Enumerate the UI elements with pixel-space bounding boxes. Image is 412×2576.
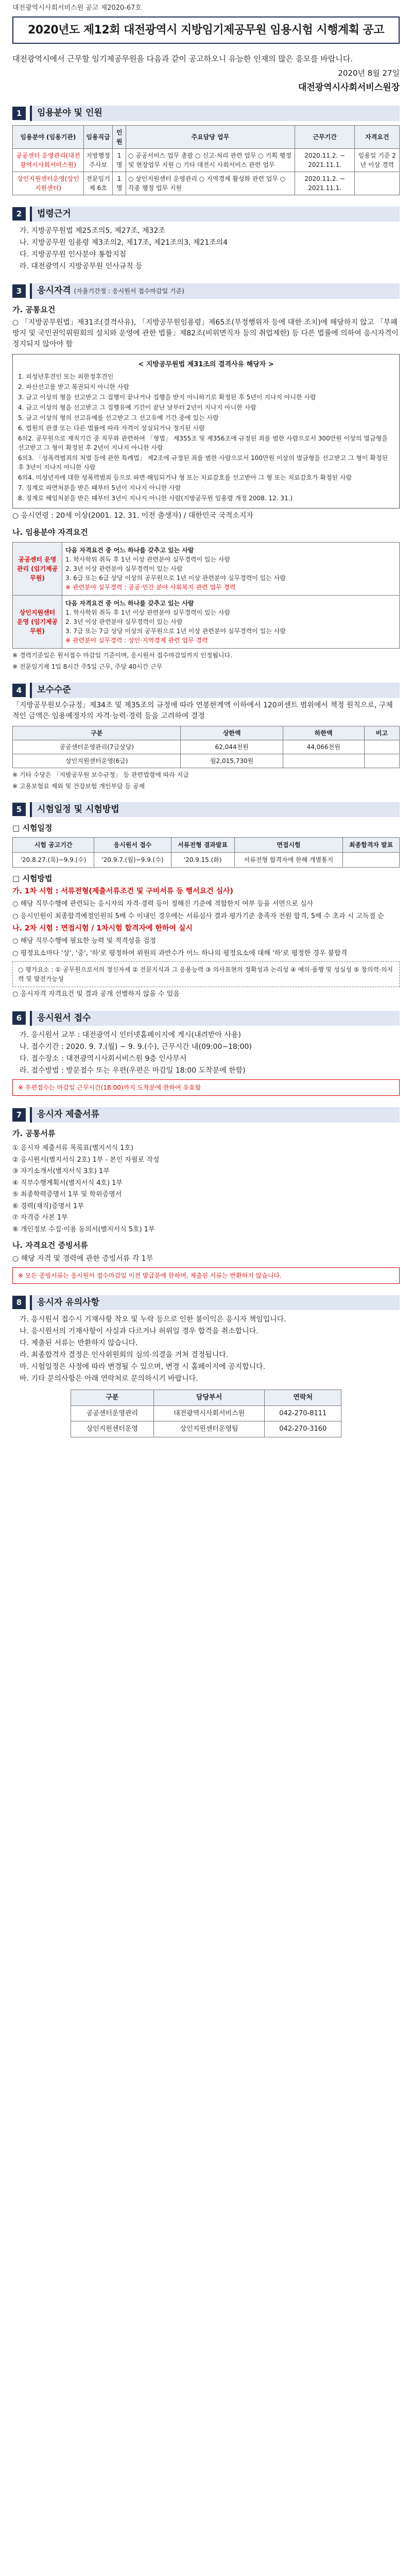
intro-text: 대전광역시에서 근무할 임기제공무원을 다음과 같이 공고하오니 유능한 인재의 많은 응모를 바랍니다.: [12, 54, 353, 63]
table-header: 상한액: [181, 726, 283, 740]
list-item: 6. 법원의 판결 또는 다른 법률에 따라 자격이 상실되거나 정지된 사람: [18, 424, 205, 432]
table-cell: 상인지원센터운영(상인지원센터): [13, 172, 84, 195]
list-item: 1. 피성년후견인 또는 피한정후견인: [18, 372, 114, 380]
table-cell: 042-270-3160: [265, 1421, 341, 1437]
section-title: 응시자 유의사항: [30, 1295, 400, 1311]
note: ※ 전문임기제 1일 8시간 주5일 근무, 주당 40시간 근무: [12, 663, 163, 670]
table-cell: 대전광역시사회서비스원: [153, 1405, 264, 1421]
table-header: 최종합격자 발표: [343, 837, 400, 852]
section-number: 5: [12, 803, 26, 816]
paragraph: ○ 응시인원이 최종합격예정인원의 5배 수 이내인 경우에는 서류심사 결과 평가기준 충족자 전원 합격, 5배 수 초과 시 고득점 순: [12, 912, 384, 920]
list-item: 다. 제출된 서류는 반환하지 않습니다.: [20, 1339, 138, 1347]
requirements-table: [12, 542, 400, 649]
table-header-row: [13, 837, 400, 852]
subsection-title: 나. 임용분야 자격요건: [12, 527, 88, 537]
table-cell: [364, 740, 399, 754]
section-title: 법령근거: [30, 207, 400, 222]
caution-list: [20, 1314, 400, 1384]
table-cell: 지방행정주사보: [83, 148, 113, 172]
paragraph: ○ 응시자격 자격요건 및 결과 공개 선별하지 않을 수 있음: [12, 990, 180, 998]
table-cell: 44,066천원: [283, 740, 364, 754]
section-number: 4: [12, 684, 26, 697]
paragraph: ○ 해당 직무수행에 관련되는 응시자의 자격·경력 등이 정해진 기준에 적합한지 여부 등을 서면으로 심사: [12, 900, 314, 908]
list-item: ② 응시원서(별지서식 2호) 1부 - 본인 자필로 작성: [12, 1156, 160, 1164]
section-number: 8: [12, 1296, 26, 1309]
section-number: 3: [12, 284, 26, 298]
issuing-org: 대전광역시사회서비스원장: [298, 82, 400, 93]
table-header: 하한액: [283, 726, 364, 740]
pay-table: [12, 726, 400, 768]
table-header: 면접시험: [234, 837, 343, 852]
positions-table: [12, 125, 400, 195]
note: ※ 고용보험료 제외 및 건강보험 개인부담 등 공제: [12, 782, 145, 790]
list-item: 마. 시험일정은 사정에 따라 변경될 수 있으며, 변경 시 홈페이지에 공지합니다.: [20, 1363, 266, 1371]
table-cell: 1명: [113, 148, 126, 172]
list-item: ① 응시자 제출서류 목록표(별지서식 1호): [12, 1144, 133, 1152]
list-item: 8. 징계로 해임처분을 받은 때부터 3년이 지나지 아니한 사람(지방공무원 임용령 개정 2008. 12. 31.): [18, 494, 293, 502]
section-6-header: [12, 1011, 400, 1026]
table-cell: 공공센터 운영관리 (임기제공무원): [13, 543, 62, 596]
table-header: 담당부서: [153, 1390, 264, 1406]
table-cell: [364, 754, 399, 768]
section-number: 2: [12, 207, 26, 221]
list-item: 6의2. 공무원으로 재직기간 중 직무와 관련하여 「형법」 제355조 및 제356조에 규정된 죄를 범한 사람으로서 300만원 이상의 벌금형을 선고받고 그 형이 확정된 후 2년이 지나지 아니한 사람: [18, 434, 388, 451]
table-cell: ○ 상인지원센터 운영관리 ○ 지역경제 활성화 관련 업무 ○ 각종 행정 업무 지원: [126, 172, 295, 195]
apply-list: [20, 1030, 400, 1076]
table-cell: 상인지원센터운영(6급): [13, 754, 181, 768]
subsection-title: 가. 공통요건: [12, 304, 56, 314]
list-item: 바. 기타 문의사항은 아래 연락처로 문의하시기 바랍니다.: [20, 1375, 198, 1383]
table-header: 구분: [13, 726, 181, 740]
table-cell: 상인지원센터운영팀: [153, 1421, 264, 1437]
disqualification-box: [12, 354, 400, 509]
list-item: 가. 응시원서 교부 : 대전광역시 인터넷홈페이지에 게시(내려받아 사용): [20, 1031, 241, 1039]
table-cell: 공공센터운영관리: [71, 1405, 153, 1421]
table-cell: 2020.11.2. ~ 2021.11.1.: [295, 148, 355, 172]
section-number: 7: [12, 1108, 26, 1122]
table-cell: [283, 754, 364, 768]
note: ※ 기타 수당은 「지방공무원 보수규정」 등 관련법령에 따라 지급: [12, 771, 189, 778]
req-line: 1. 학사학위 취득 후 1년 이상 관련분야 실무경력이 있는 사람: [65, 556, 231, 563]
page-title: 2020년도 제12회 대전광역시 지방임기제공무원 임용시험 시행계획 공고: [12, 16, 400, 44]
table-header: 연락처: [265, 1390, 341, 1406]
list-item: 나. 지방공무원 임용령 제3조의2, 제17조, 제21조의3, 제21조의4: [20, 239, 228, 247]
table-cell: [355, 172, 400, 195]
list-item: 6의3. 「성폭력범죄의 처벌 등에 관한 특례법」 제2조에 규정된 죄를 범한 사람으로서 100만원 이상의 벌금형을 선고받고 그 형이 확정된 후 3년이 지나지 아니한 사람: [18, 454, 388, 471]
table-row: [13, 754, 400, 768]
list-item: ⑧ 개인정보 수집·이용 동의서(별지서식 5호) 1부: [12, 1225, 155, 1233]
table-cell: '20.9.15.(화): [171, 852, 234, 867]
table-cell: 월2,015,730원: [181, 754, 283, 768]
paragraph: ○ 해당 직무수행에 필요한 능력 및 적격성을 검정: [12, 937, 156, 945]
pay-intro: 「지방공무원보수규정」제34조 및 제35조의 규정에 따라 연봉한계액 이하에서 120퍼센트 범위에서 책정 원칙으로, 구체적인 금액은 임용예정자의 자격·능력·경력 등을 고려하여 결정: [12, 701, 393, 720]
schedule-table: [12, 837, 400, 868]
list-item: 라. 대전광역시 지방공무원 인사규칙 등: [20, 262, 143, 270]
paragraph: ○ 「지방공무원법」제31조(결격사유), 「지방공무원임용령」제65조(부정행위자 등에 대한 조치)에 해당하지 않고 「부패방지 및 국민권익위원회의 설치와 운영에 관한 법률」제82조(비위면직자 등의 취업제한) 등 다른 법률에 의하여 응시자격이 정지되지 않아야 함: [12, 318, 399, 348]
section-note: (자율기간정 : 응시원서 접수마감일 기준): [74, 287, 184, 295]
table-cell: [62, 543, 400, 596]
table-cell: 62,044천원: [181, 740, 283, 754]
announcement-date: 2020년 8월 27일: [338, 69, 400, 78]
section-title: 응시원서 접수: [30, 1011, 400, 1026]
section-title: 임용분야 및 인원: [30, 106, 400, 121]
section-5-header: [12, 802, 400, 818]
section-7-header: [12, 1107, 400, 1123]
docs-notice: ※ 모든 증빙서류는 응시원서 접수마감일 이전 발급분에 한하며, 제출된 서류는 반환하지 않습니다.: [12, 1267, 400, 1284]
section-3-header: [12, 283, 400, 299]
table-cell: 서류전형 합격자에 한해 개별통지: [234, 852, 343, 867]
apply-notice: ※ 우편접수는 마감일 근무시간(18:00)까지 도착분에 한하여 유효함: [12, 1079, 400, 1096]
paragraph: ○ 평정요소마다 '상', '중', '하'로 평정하여 위원의 과반수가 어느 하나의 평정요소에 대해 '하'로 평정한 경우 불합격: [12, 949, 348, 957]
table-header: 서류전형 결과발표: [171, 837, 234, 852]
req-line: 3. 7급 또는 7급 상당 이상의 공무원으로 1년 이상 관련분야 실무경력이 있는 사람: [65, 628, 286, 635]
table-row: [13, 740, 400, 754]
table-cell: '20.8.27.(목)~9.9.(수): [13, 852, 94, 867]
list-item: 2. 파산선고를 받고 복권되지 아니한 사람: [18, 383, 129, 391]
list-item: 가. 지방공무원법 제25조의5, 제27조, 제32조: [20, 227, 165, 235]
list-item: ⑥ 경력(재직)증명서 1부: [12, 1202, 84, 1210]
table-cell: 공공센터운영관리(7급상당): [13, 740, 181, 754]
table-row: [71, 1421, 341, 1437]
table-header: 구분: [71, 1390, 153, 1406]
note: ※ 경력기준일은 원서접수 마감일 기준이며, 응시원서 접수마감일까지 인정됩니다.: [12, 652, 232, 659]
table-cell: 2020.11.2. ~ 2021.11.1.: [295, 172, 355, 195]
table-header: 임용직급: [83, 125, 113, 148]
section-title: 시험일정 및 시험방법: [30, 802, 400, 818]
req-line: 2. 3년 이상 관련분야 실무경력이 있는 사람: [65, 565, 183, 572]
table-cell: 공공센터 운영관리(대전광역시사회서비스원): [13, 148, 84, 172]
list-item: 4. 금고 이상의 형을 선고받고 그 집행유예 기간이 끝난 날부터 2년이 지나지 아니한 사람: [18, 403, 256, 411]
list-item: 3. 금고 이상의 형을 선고받고 그 집행이 끝나거나 집행을 받지 아니하기로 확정된 후 5년이 지나지 아니한 사람: [18, 393, 316, 401]
table-cell: [343, 852, 400, 867]
table-cell: 상인지원센터 운영 (임기제공무원): [13, 596, 62, 649]
table-row: [13, 148, 400, 172]
list-item: 다. 지방공무원 인사분야 통합지침: [20, 250, 127, 259]
section-number: 1: [12, 107, 26, 120]
age-requirement: ○ 응시연령 : 20세 이상(2001. 12. 31. 이전 출생자) / 대한민국 국적소지자: [12, 511, 253, 520]
table-cell: 042-270-8111: [265, 1405, 341, 1421]
table-header: 근무기간: [295, 125, 355, 148]
table-cell: [62, 596, 400, 649]
table-header-row: [71, 1390, 341, 1406]
list-item: 다. 접수장소 : 대전광역시사회서비스원 9층 인사부서: [20, 1055, 187, 1063]
list-item: 5. 금고 이상의 형의 선고유예를 선고받고 그 선고유예 기간 중에 있는 사람: [18, 414, 219, 421]
section-2-header: [12, 207, 400, 222]
section-1-header: [12, 106, 400, 121]
section-title: [30, 283, 400, 299]
section-8-header: [12, 1295, 400, 1311]
subsection-title: 가. 공통서류: [12, 1128, 56, 1138]
table-row: [13, 596, 400, 649]
section-number: 6: [12, 1011, 26, 1025]
table-header: 인원: [113, 125, 126, 148]
section-4-header: [12, 683, 400, 698]
laws-list: [20, 226, 400, 272]
table-cell: 전문임기제 6호: [83, 172, 113, 195]
req-line: 다음 자격요건 중 어느 하나를 갖추고 있는 사람: [65, 600, 194, 607]
table-cell: 임용일 기준 2년 이상 경력: [355, 148, 400, 172]
list-item: ④ 직무수행계획서(별지서식 4호) 1부: [12, 1179, 123, 1187]
evaluation-criteria: ○ 평가요소 : ① 공무원으로서의 정신자세 ② 전문지식과 그 응용능력 ③ 의사표현의 정확성과 논리성 ④ 예의·품행 및 성실성 ⑤ 창의력·의지력 및 발전가능성: [12, 961, 400, 987]
table-header: 비고: [364, 726, 399, 740]
table-row: [13, 852, 400, 867]
table-header: 응시원서 접수: [94, 837, 171, 852]
section-title: 응시자 제출서류: [30, 1107, 400, 1123]
box-title: < 지방공무원법 제31조의 결격사유 해당자 >: [138, 361, 274, 368]
req-line: 다음 자격요건 중 어느 하나를 갖추고 있는 사람: [65, 547, 194, 554]
announcement-number: 대전광역시사회서비스원 공고 제2020-67호: [12, 4, 142, 12]
section-title: 보수수준: [30, 683, 400, 698]
table-cell: 상인지원센터운영: [71, 1421, 153, 1437]
req-line: 3. 6급 또는 6급 상당 이상의 공무원으로 1년 이상 관련분야 실무경력이 있는 사람: [65, 574, 286, 582]
table-row: [71, 1405, 341, 1421]
list-item: 나. 접수기간 : 2020. 9. 7.(월) ~ 9. 9.(수), 근무시간 내(09:00~18:00): [20, 1043, 252, 1051]
table-header-row: [13, 125, 400, 148]
section-title-text: 응시자격: [37, 285, 71, 296]
table-header: 주요담당 업무: [126, 125, 295, 148]
req-line: ※ 관련분야 실무경력 : 공공·민간 분야 사회복지 관련 업무 경력: [65, 584, 236, 591]
list-item: 나. 응시원서의 기재사항이 사실과 다르거나 허위일 경우 합격을 취소합니다.: [20, 1327, 259, 1335]
exam-step-1: 가. 1차 시험 : 서류전형(제출서류조건 및 구비서류 등 행서요건 심사): [12, 887, 233, 895]
list-item: ⑦ 자격증 사본 1부: [12, 1214, 68, 1222]
contact-table: [71, 1389, 341, 1437]
subsection-title: 나. 자격요건 증빙서류: [12, 1241, 88, 1250]
subsection-title: □ 시험방법: [12, 873, 53, 883]
table-row: [13, 543, 400, 596]
table-row: [13, 172, 400, 195]
documents-list: [12, 1143, 400, 1234]
list-item: 7. 징계로 파면처분을 받은 때부터 5년이 지나지 아니한 사람: [18, 484, 181, 492]
list-item: ③ 자기소개서(별지서식 3호) 1부: [12, 1167, 110, 1175]
table-cell: 1명: [113, 172, 126, 195]
table-header: 자격요건: [355, 125, 400, 148]
list-item: 6의4. 미성년자에 대한 성폭력범죄 등으로 파면·해임되거나 형 또는 치료감호를 선고받아 그 형 또는 치료감호가 확정된 사람: [18, 473, 352, 481]
list-item: ⑤ 최종학력증명서 1부 및 학위증명서: [12, 1191, 122, 1198]
subsection-title: □ 시험일정: [12, 823, 53, 833]
exam-step-2: 나. 2차 시험 : 면접시험 / 1차시험 합격자에 한하여 실시: [12, 924, 193, 933]
table-header: 임용분야 (임용기관): [13, 125, 84, 148]
req-line: 1. 학사학위 취득 후 1년 이상 관련분야 실무경력이 있는 사람: [65, 609, 231, 616]
list-item: 가. 응시원서 접수시 기재사항 착오 및 누락 등으로 인한 불이익은 응시자 책임입니다.: [20, 1315, 286, 1324]
req-line: 2. 3년 이상 관련분야 실무경력이 있는 사람: [65, 618, 183, 625]
paragraph: ○ 해당 자격 및 경력에 관한 증빙서류 각 1부: [12, 1254, 153, 1263]
table-cell: ○ 공공서비스 업무 총괄 ○ 신고·처리 관련 업무 ○ 기획 행정 및 현장업무 지원 ○ 기타 대전시 사회서비스 관련 업무: [126, 148, 295, 172]
req-line: ※ 관련분야 실무경력 : 상인·지역경제 관련 업무 경력: [65, 637, 208, 644]
table-cell: '20.9.7.(월)~9.9.(수): [94, 852, 171, 867]
table-header: 시험 공고기간: [13, 837, 94, 852]
list-item: 라. 접수방법 : 방문접수 또는 우편(우편은 마감일 18:00 도착분에 한함): [20, 1066, 246, 1075]
list-item: 라. 최종합격자 결정은 인사위원회의 심의·의결을 거쳐 결정됩니다.: [20, 1351, 229, 1359]
table-header-row: [13, 726, 400, 740]
